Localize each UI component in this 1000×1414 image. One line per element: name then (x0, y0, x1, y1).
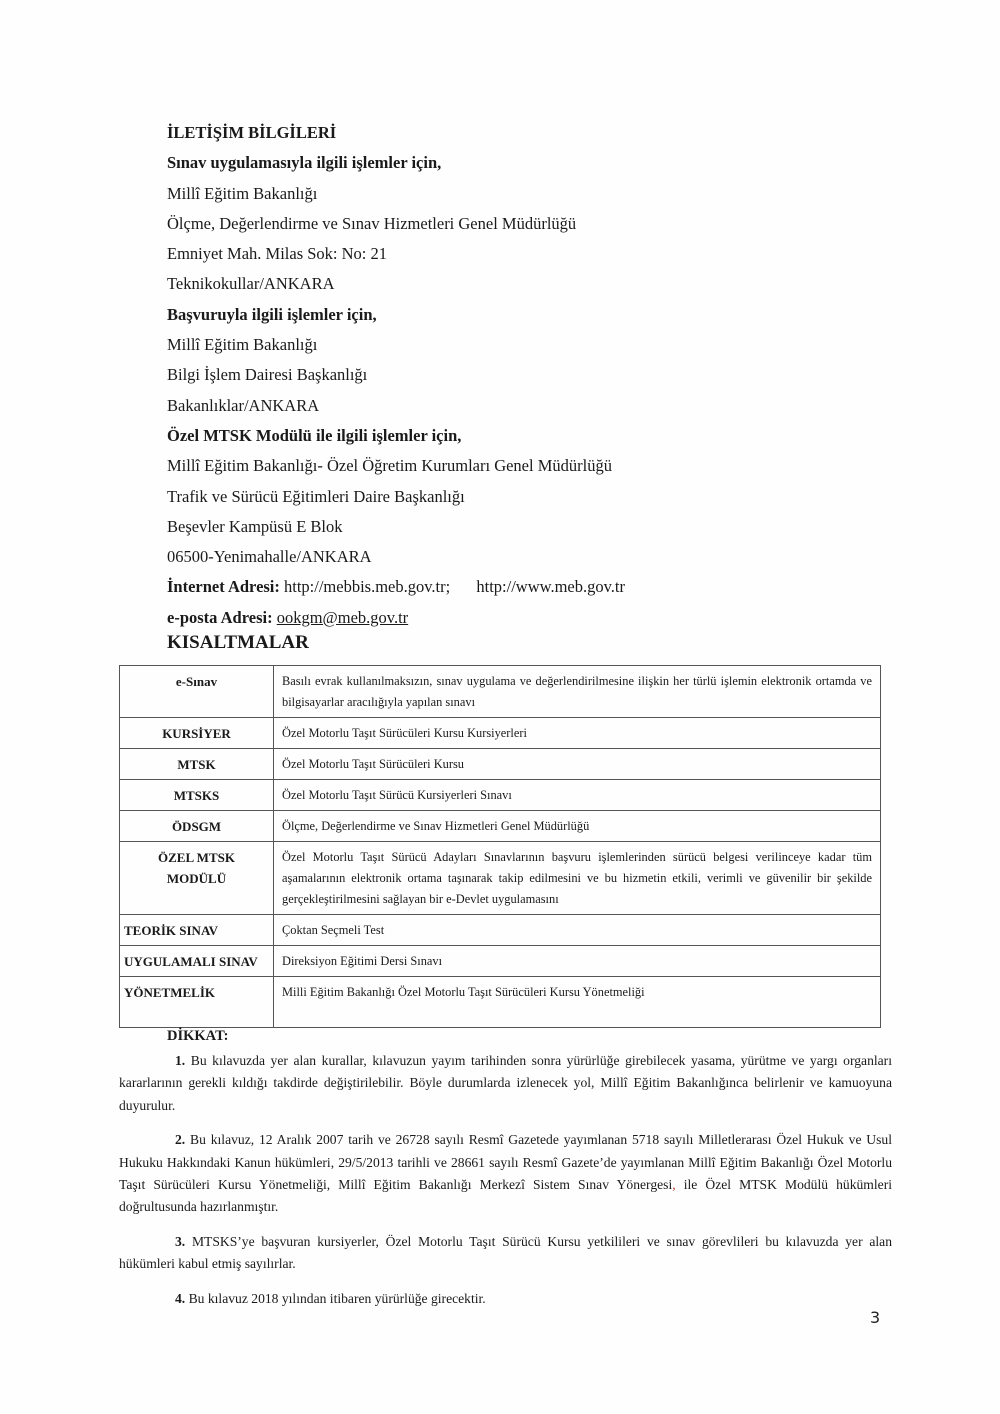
abbreviation-definition: Çoktan Seçmeli Test (274, 915, 881, 946)
abbreviation-term: KURSİYER (120, 718, 274, 749)
application-section-title: Başvuruyla ilgili işlemler için, (167, 304, 377, 324)
notice-list (119, 1050, 892, 1322)
abbreviation-term: UYGULAMALI SINAV (120, 946, 274, 977)
table-row (120, 842, 881, 915)
module-address-line: Beşevler Kampüsü E Blok (167, 516, 343, 536)
table-row (120, 946, 881, 977)
abbreviation-term: TEORİK SINAV (120, 915, 274, 946)
module-section-title: Özel MTSK Modülü ile ilgili işlemler için, (167, 425, 462, 445)
notice-item-text: Bu kılavuzda yer alan kurallar, kılavuzun yayım tarihinden sonra yürürlüğe girebilecek yasama, yürütme ve yargı organları kararlarının gerekli kıldığı takdirde değiştirilebilir. Böyle durumlarda izlenecek yol, Millî Eğitim Bakanlığınca belirlenir ve kamuoyuna duyurulur. (119, 1053, 892, 1113)
notice-item-number: 1. (175, 1053, 186, 1068)
exam-section-title: Sınav uygulamasıyla ilgili işlemler için, (167, 153, 442, 173)
abbreviation-definition: Özel Motorlu Taşıt Sürücü Adayları Sınavlarının başvuru işlemlerinden sürücü belgesi verilinceye kadar tüm aşamalarının elektronik ortama taşınarak takip edilmesini ve bu hizmetin etkili, verimli ve güvenilir bir şekilde gerçekleştirilmesini sağlayan bir e-Devlet uygulamasını (274, 842, 881, 915)
notice-item (119, 1129, 892, 1219)
abbreviation-term: MTSK (120, 749, 274, 780)
module-address-line: 06500-Yenimahalle/ANKARA (167, 547, 372, 567)
internet-address-row (167, 572, 867, 602)
abbreviation-term: ÖDSGM (120, 811, 274, 842)
module-address-line: Millî Eğitim Bakanlığı- Özel Öğretim Kurumları Genel Müdürlüğü (167, 456, 612, 476)
notice-item-text: MTSKS’ye başvuran kursiyerler, Özel Motorlu Taşıt Sürücü Kursu yetkilileri ve sınav görevlileri bu kılavuzda yer alan hükümleri kabul etmiş sayılırlar. (119, 1233, 892, 1272)
notice-item-text: Bu kılavuz, 12 Aralık 2007 tarih ve 26728 sayılı Resmî Gazetede yayımlanan 5718 sayılı Milletlerarası Özel Hukuk ve Usul Hukuku Hakkındaki Kanun hükümleri, 29/5/2013 tarihli ve 28661 sayılı Resmî Gazete’de yayımlanan Millî Eğitim Bakanlığı Özel Motorlu Taşıt Sürücüleri Kursu Yönetmeliği, Millî Eğitim Bakanlığı Merkezî Sistem Sınav Yönergesi (119, 1132, 892, 1193)
abbreviation-term: MTSKS (120, 780, 274, 811)
table-row (120, 977, 881, 1028)
exam-address-line: Millî Eğitim Bakanlığı (167, 183, 318, 203)
table-row (120, 666, 881, 718)
page-number: 3 (870, 1308, 881, 1327)
application-address-line: Bakanlıklar/ANKARA (167, 395, 320, 415)
abbreviation-definition: Özel Motorlu Taşıt Sürücü Kursiyerleri Sınavı (274, 780, 881, 811)
notice-item-number: 4. (175, 1290, 186, 1306)
exam-address-line: Ölçme, Değerlendirme ve Sınav Hizmetleri Genel Müdürlüğü (167, 213, 577, 233)
exam-address-line: Teknikokullar/ANKARA (167, 274, 335, 294)
abbreviation-term: YÖNETMELİK (120, 977, 274, 1028)
internet-url-mebbis[interactable]: http://mebbis.meb.gov.tr; (284, 577, 451, 597)
internet-address-label: İnternet Adresi: (167, 577, 280, 597)
notice-item (119, 1050, 892, 1117)
notice-heading: DİKKAT: (167, 1028, 229, 1044)
notice-item-highlight: , (672, 1177, 676, 1193)
abbreviation-term (120, 842, 274, 915)
abbreviation-definition: Direksiyon Eğitimi Dersi Sınavı (274, 946, 881, 977)
abbreviation-definition: Ölçme, Değerlendirme ve Sınav Hizmetleri Genel Müdürlüğü (274, 811, 881, 842)
abbreviations-table (119, 665, 881, 1028)
table-row (120, 915, 881, 946)
email-address-label: e-posta Adresi: (167, 607, 273, 627)
email-link[interactable]: ookgm@meb.gov.tr (276, 607, 409, 627)
notice-item-number: 2. (175, 1132, 186, 1148)
abbreviation-definition: Özel Motorlu Taşıt Sürücüleri Kursu Kursiyerleri (274, 718, 881, 749)
abbreviation-term-line: MODÜLÜ (166, 871, 227, 886)
contact-info-section (167, 118, 867, 633)
notice-item-text: Bu kılavuz 2018 yılından itibaren yürürlüğe girecektir. (185, 1290, 486, 1306)
abbreviation-definition: Milli Eğitim Bakanlığı Özel Motorlu Taşıt Sürücüleri Kursu Yönetmeliği (274, 977, 881, 1028)
abbreviations-heading: KISALTMALAR (167, 632, 309, 653)
notice-item (119, 1231, 892, 1276)
email-address-row (167, 603, 867, 633)
notice-item-number: 3. (175, 1233, 186, 1249)
notice-item (119, 1288, 892, 1310)
notice-item-text: ile Özel MTSK Modülü hükümleri doğrultusunda hazırlanmıştır. (119, 1177, 892, 1215)
abbreviation-definition: Özel Motorlu Taşıt Sürücüleri Kursu (274, 749, 881, 780)
application-address-line: Bilgi İşlem Dairesi Başkanlığı (167, 365, 368, 385)
internet-url-meb[interactable]: http://www.meb.gov.tr (476, 577, 625, 597)
table-row (120, 718, 881, 749)
abbreviation-term-line: ÖZEL MTSK (158, 850, 235, 865)
table-row (120, 811, 881, 842)
abbreviation-term: e-Sınav (120, 666, 274, 718)
table-row (120, 780, 881, 811)
table-row (120, 749, 881, 780)
module-address-line: Trafik ve Sürücü Eğitimleri Daire Başkanlığı (167, 486, 465, 506)
application-address-line: Millî Eğitim Bakanlığı (167, 335, 318, 355)
contact-heading: İLETİŞİM BİLGİLERİ (167, 123, 337, 142)
exam-address-line: Emniyet Mah. Milas Sok: No: 21 (167, 244, 387, 264)
abbreviation-definition: Basılı evrak kullanılmaksızın, sınav uygulama ve değerlendirilmesine ilişkin her türlü işlemin elektronik ortamda ve bilgisayarlar aracılığıyla yapılan sınavı (274, 666, 881, 718)
